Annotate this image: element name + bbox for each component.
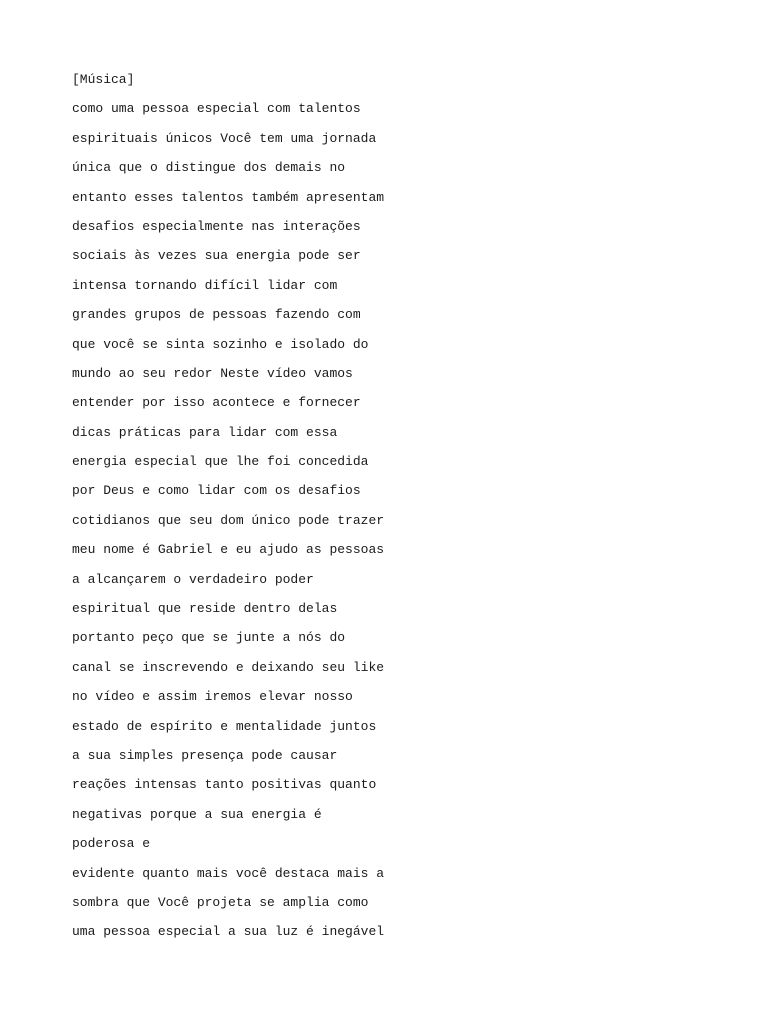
transcript-line: mundo ao seu redor Neste vídeo vamos (72, 365, 353, 381)
transcript-line: a alcançarem o verdadeiro poder (72, 571, 314, 587)
transcript-line: única que o distingue dos demais no (72, 160, 346, 176)
transcript-line: intensa tornando difícil lidar com (72, 277, 338, 293)
transcript-line: negativas porque a sua energia é (72, 806, 322, 822)
transcript-line: meu nome é Gabriel e eu ajudo as pessoas (72, 542, 385, 558)
transcript-line: que você se sinta sozinho e isolado do (72, 336, 369, 352)
transcript-line: entanto esses talentos também apresentam (72, 189, 385, 205)
transcript-line: cotidianos que seu dom único pode trazer (72, 512, 385, 528)
transcript-line: sociais às vezes sua energia pode ser (72, 248, 361, 264)
transcript-line: sombra que Você projeta se amplia como (72, 894, 369, 910)
transcript-line: espirituais únicos Você tem uma jornada (72, 130, 377, 146)
transcript-line: portanto peço que se junte a nós do (72, 630, 346, 646)
transcript-line: como uma pessoa especial com talentos (72, 101, 361, 117)
transcript-line: por Deus e como lidar com os desafios (72, 483, 361, 499)
transcript-line: estado de espírito e mentalidade juntos (72, 718, 377, 734)
transcript-line: a sua simples presença pode causar (72, 747, 338, 763)
transcript-line: uma pessoa especial a sua luz é inegável (72, 924, 385, 940)
transcript-line: poderosa e (72, 836, 151, 852)
transcript-text (72, 70, 384, 952)
transcript-line: entender por isso acontece e fornecer (72, 395, 361, 411)
transcript-line: desafios especialmente nas interações (72, 218, 361, 234)
transcript-line: dicas práticas para lidar com essa (72, 424, 338, 440)
transcript-line: grandes grupos de pessoas fazendo com (72, 307, 361, 323)
transcript-line: evidente quanto mais você destaca mais a (72, 865, 385, 881)
transcript-line: espiritual que reside dentro delas (72, 601, 338, 617)
transcript-line: energia especial que lhe foi concedida (72, 454, 369, 470)
transcript-line: no vídeo e assim iremos elevar nosso (72, 689, 353, 705)
transcript-line: reações intensas tanto positivas quanto (72, 777, 377, 793)
transcript-line: [Música] (72, 72, 135, 87)
transcript-line: canal se inscrevendo e deixando seu like (72, 659, 385, 675)
